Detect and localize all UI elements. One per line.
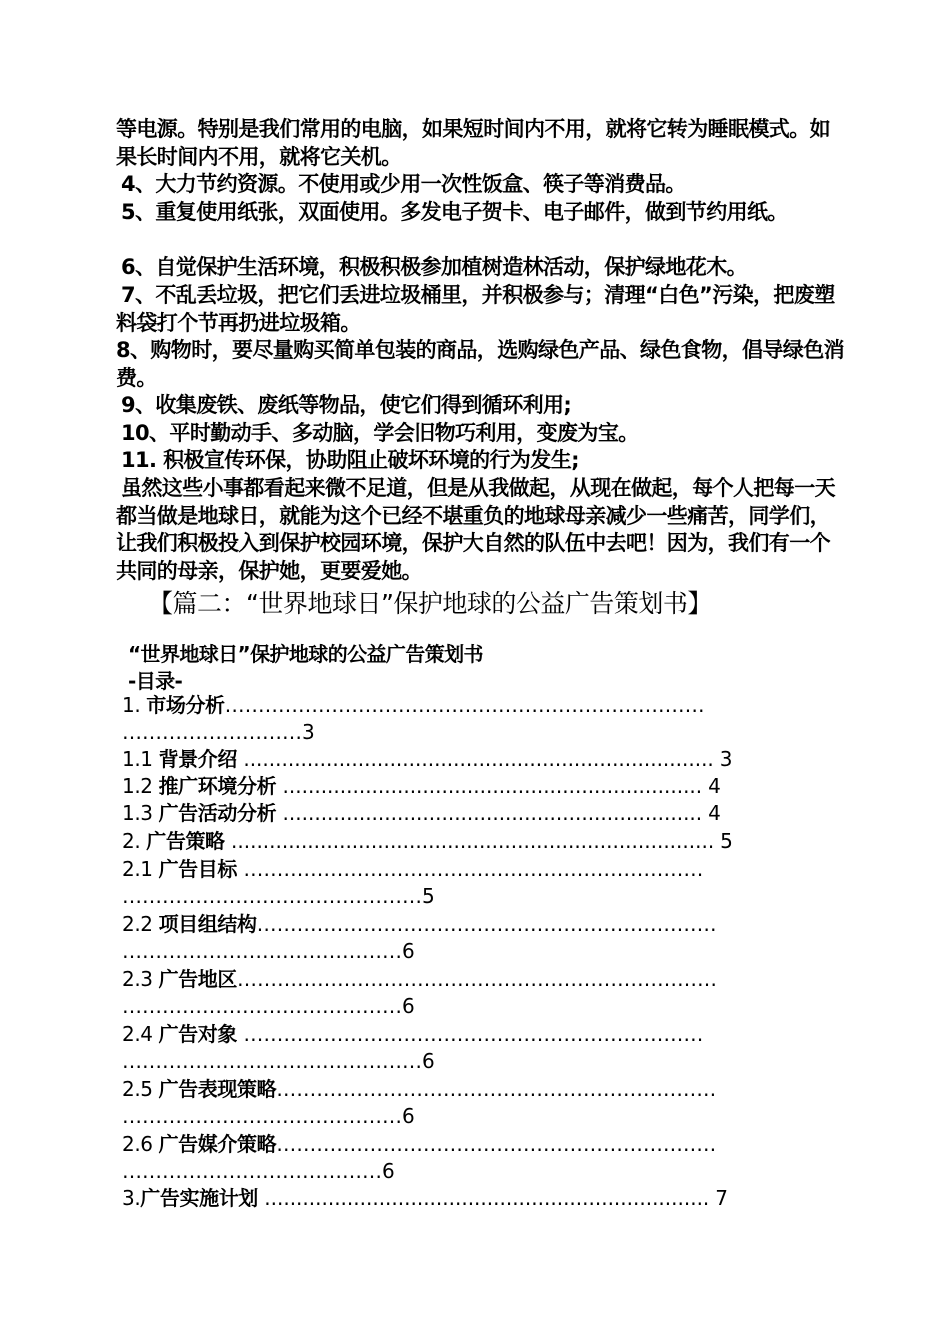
toc-entry-number: 2. (122, 829, 147, 853)
toc-entry (122, 1131, 716, 1158)
toc-entry-label: 推广环境分析 (158, 774, 277, 798)
toc-entry-continuation: ……………………………………6 (122, 1104, 415, 1128)
paragraph-item-5: 5、重复使用纸张，双面使用。多发电子贺卡、电子邮件，做到节约用纸。 (121, 200, 788, 224)
toc-entry (122, 773, 720, 800)
toc-entry-number: 2.3 (122, 967, 159, 991)
paragraph-item-4: 4、大力节约资源。不使用或少用一次性饭盒、筷子等消费品。 (121, 172, 686, 196)
toc-entry-page: 3 (713, 747, 733, 771)
toc-entry-label: 广告地区 (158, 967, 237, 991)
toc-entry-number: 2.4 (122, 1022, 159, 1046)
toc-entry-continuation: ………………………………………6 (122, 1049, 435, 1073)
toc-entry-leader: .................................................................. (276, 774, 703, 798)
toc-entry-number: 1.3 (122, 801, 159, 825)
toc-entry-number: 1.2 (122, 774, 159, 798)
toc-entry-page: 4 (702, 801, 721, 825)
paragraph-item-11: 11. 积极宣传环保，协助阻止破坏环境的行为发生; (121, 448, 579, 472)
toc-entry (122, 692, 705, 719)
toc-entry-label: 广告实施计划 (140, 1186, 258, 1210)
toc-label: -目录- (128, 669, 183, 693)
toc-entry (122, 1185, 728, 1212)
toc-entry-leader: ...................................................................... (257, 1186, 710, 1210)
toc-entry (122, 800, 720, 827)
toc-entry (122, 966, 717, 993)
toc-entry-label: 广告表现策略 (158, 1077, 277, 1101)
section-heading: 【篇二：“世界地球日”保护地球的公益广告策划书】 (148, 589, 712, 618)
paragraph-item-8: 8、购物时，要尽量购买简单包装的商品，选购绿色产品、绿色食物，倡导绿色消费。 (116, 338, 845, 390)
toc-entry-label: 背景介绍 (158, 747, 237, 771)
toc-entry (122, 856, 703, 883)
toc-entry-leader: ………………………………………………………… (276, 1077, 717, 1101)
paragraph-item-7: 7、不乱丢垃圾，把它们丢进垃圾桶里，并积极参与；清理“白色”污染，把废塑料袋打个节再扔进垃圾箱。 (116, 283, 835, 335)
toc-entry-number: 3. (122, 1186, 141, 1210)
toc-entry-label: 广告策略 (146, 829, 225, 853)
toc-entry-number: 1. (122, 693, 147, 717)
toc-entry-leader: .................................................................. (276, 801, 703, 825)
toc-entry-leader: ……………………………………………………………… (236, 967, 717, 991)
toc-entry-number: 2.6 (122, 1132, 159, 1156)
toc-entry-label: 广告媒介策略 (158, 1132, 277, 1156)
toc-entry-leader: …………………………………………………………… (256, 912, 717, 936)
toc-entry-leader: ………………………………………………………… (276, 1132, 717, 1156)
toc-entry (122, 1076, 716, 1103)
toc-entry-leader: …………………………………………………………… (236, 857, 704, 881)
toc-entry (122, 828, 732, 855)
toc-entry-leader: ……………………………………………………………… (224, 693, 705, 717)
toc-entry-leader: …………………………………………………………… (236, 1022, 704, 1046)
toc-entry-page: 4 (702, 774, 721, 798)
toc-entry-page: 7 (709, 1186, 728, 1210)
toc-entry (122, 911, 717, 938)
paragraph-item-10: 10、平时勤动手、多动脑，学会旧物巧利用，变废为宝。 (121, 421, 639, 445)
toc-entry-continuation: ………………………3 (122, 720, 315, 744)
toc-entry-leader: .......................................................................... (236, 747, 714, 771)
toc-entry-number: 2.1 (122, 857, 159, 881)
toc-entry-continuation: ……………………………………6 (122, 994, 415, 1018)
doc-title: “世界地球日”保护地球的公益广告策划书 (128, 642, 483, 666)
paragraph-power-saving: 等电源。特别是我们常用的电脑，如果短时间内不用，就将它转为睡眠模式。如果长时间内不用，就将它关机。 (116, 117, 830, 169)
toc-entry-label: 广告活动分析 (158, 801, 277, 825)
toc-entry-page: 5 (714, 829, 733, 853)
paragraph-item-6: 6、自觉保护生活环境，积极积极参加植树造林活动，保护绿地花木。 (121, 255, 748, 279)
toc-entry-number: 2.2 (122, 912, 159, 936)
toc-entry-number: 1.1 (122, 747, 159, 771)
toc-entry-leader: ............................................................................ (224, 829, 715, 853)
toc-entry-continuation: ……………………………………6 (122, 939, 415, 963)
paragraph-conclusion: 虽然这些小事都看起来微不足道，但是从我做起，从现在做起，每个人把每一天都当做是地球日，就能为这个已经不堪重负的地球母亲减少一些痛苦，同学们，让我们积极投入到保护校园环境，保护大自然的队伍中去吧！因为，我们有一个共同的母亲，保护她，更要爱她。 (116, 476, 835, 583)
toc-entry (122, 1021, 703, 1048)
toc-entry-continuation: ………………………………………5 (122, 884, 435, 908)
toc-entry (122, 746, 732, 773)
toc-entry-label: 市场分析 (146, 693, 225, 717)
toc-entry-number: 2.5 (122, 1077, 159, 1101)
toc-entry-continuation: …………………………………6 (122, 1159, 395, 1183)
paragraph-item-9: 9、收集废铁、废纸等物品，使它们得到循环利用; (121, 393, 572, 417)
toc-entry-label: 广告目标 (158, 857, 237, 881)
toc-entry-label: 广告对象 (158, 1022, 237, 1046)
toc-entry-label: 项目组结构 (158, 912, 257, 936)
